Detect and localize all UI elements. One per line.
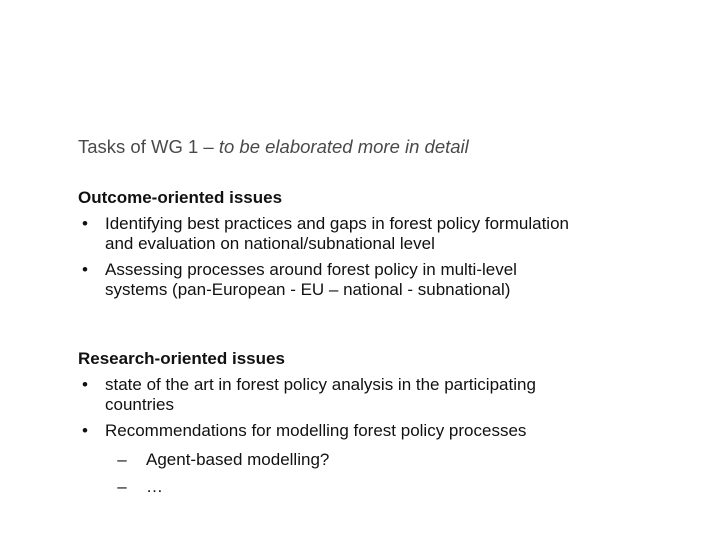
item-line: countries [105,395,174,414]
item-line: systems (pan-European - EU – national - subnational) [105,280,511,299]
research-heading: Research-oriented issues [78,349,285,368]
sub-list-item [115,473,678,500]
research-list [78,372,678,500]
list-item [78,211,678,257]
title-main: Tasks of WG 1 – [78,136,219,157]
bullet-icon: • [82,214,88,233]
item-line: Identifying best practices and gaps in forest policy formulation [105,214,569,233]
item-line: and evaluation on national/subnational level [105,234,435,253]
bullet-icon: • [82,421,88,440]
research-section [78,346,678,500]
list-item [78,257,678,303]
list-item [78,372,678,418]
slide-title [78,136,469,158]
sub-item-text: … [146,477,163,496]
dash-icon: – [117,477,127,496]
outcome-section [78,185,678,303]
sub-item-text: Agent-based modelling? [146,450,330,469]
list-item [78,418,678,500]
dash-icon: – [117,450,127,469]
item-line: state of the art in forest policy analysis in the participating [105,375,536,394]
item-line: Assessing processes around forest policy in multi-level [105,260,517,279]
bullet-icon: • [82,375,88,394]
bullet-icon: • [82,260,88,279]
outcome-heading: Outcome-oriented issues [78,188,283,207]
sub-list [105,446,678,500]
item-line: Recommendations for modelling forest policy processes [105,421,527,440]
title-subtitle: to be elaborated more in detail [218,136,469,157]
outcome-list [78,211,678,303]
sub-list-item [115,446,678,473]
